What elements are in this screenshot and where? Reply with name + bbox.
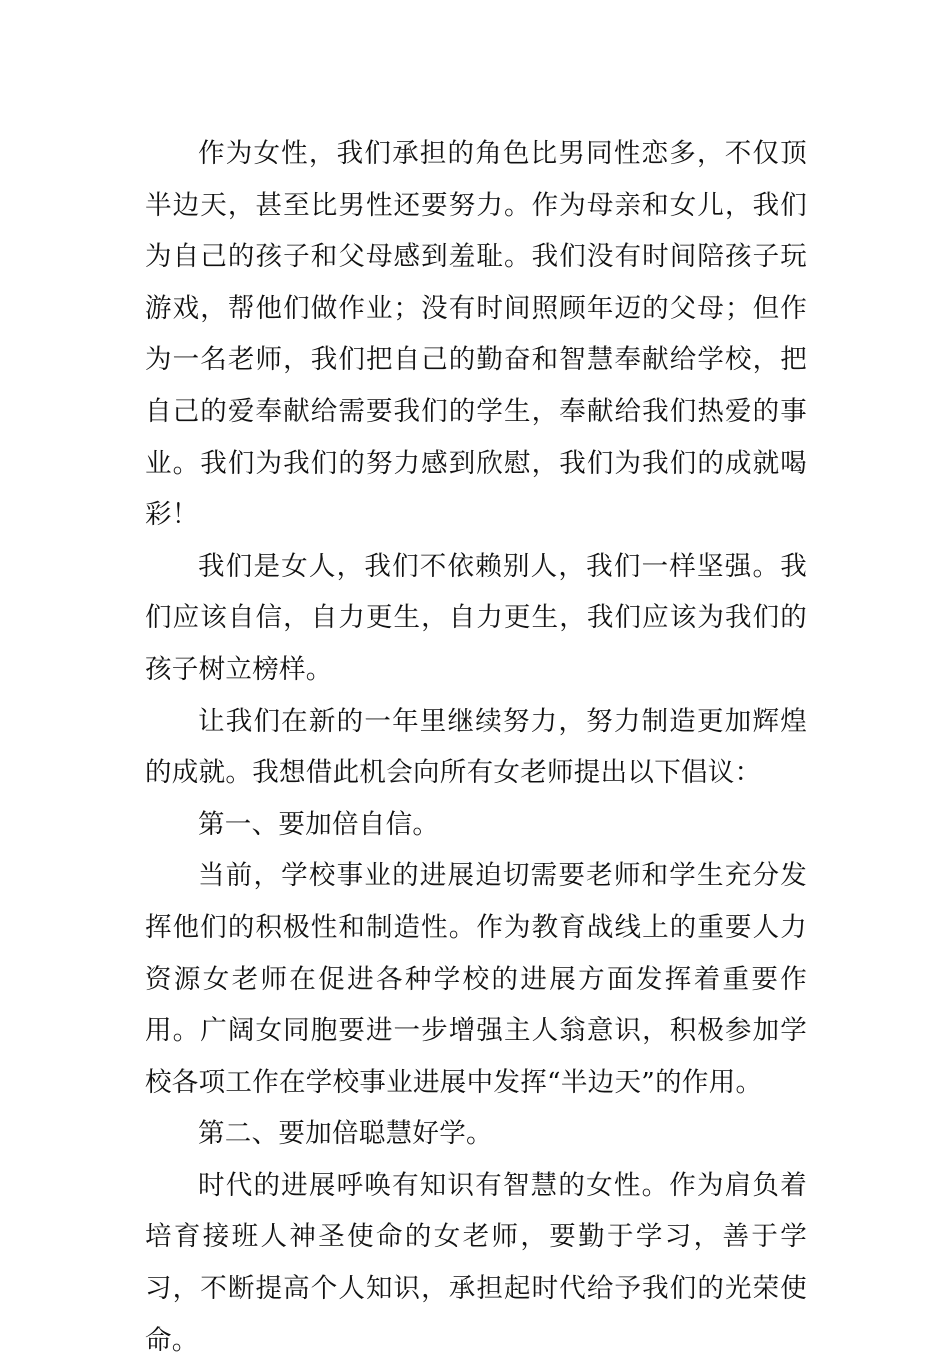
heading-second-point: 第二、要加倍聪慧好学。: [198, 1118, 493, 1150]
paragraph-new-year-proposal: 让我们在新的一年里继续努力，努力制造更加辉煌的成就。我想借此机会向所有女老师提出以下倡议：: [145, 705, 807, 789]
paragraph-second-point-body: 时代的进展呼唤有知识有智慧的女性。作为肩负着培育接班人神圣使命的女老师，要勤于学习，善于学习，不断提高个人知识，承担起时代给予我们的光荣使命。: [145, 1169, 807, 1356]
heading-first-point: 第一、要加倍自信。: [198, 808, 440, 840]
paragraph-women-roles: 作为女性，我们承担的角色比男同性恋多，不仅顶半边天，甚至比男性还要努力。作为母亲和女儿，我们为自己的孩子和父母感到羞耻。我们没有时间陪孩子玩游戏，帮他们做作业；没有时间照顾年迈的父母；但作为一名老师，我们把自己的勤奋和智慧奉献给学校，把自己的爱奉献给需要我们的学生，奉献给我们热爱的事业。我们为我们的努力感到欣慰，我们为我们的成就喝彩！: [145, 138, 807, 531]
paragraph-self-reliance: 我们是女人，我们不依赖别人，我们一样坚强。我们应该自信，自力更生，自力更生，我们应该为我们的孩子树立榜样。: [145, 550, 807, 685]
paragraph-first-point-body: 当前，学校事业的进展迫切需要老师和学生充分发挥他们的积极性和制造性。作为教育战线上的重要人力资源女老师在促进各种学校的进展方面发挥着重要作用。广阔女同胞要进一步增强主人翁意识，积极参加学校各项工作在学校事业进展中发挥“半边天”的作用。: [145, 860, 807, 1098]
document-body: [145, 128, 807, 1366]
